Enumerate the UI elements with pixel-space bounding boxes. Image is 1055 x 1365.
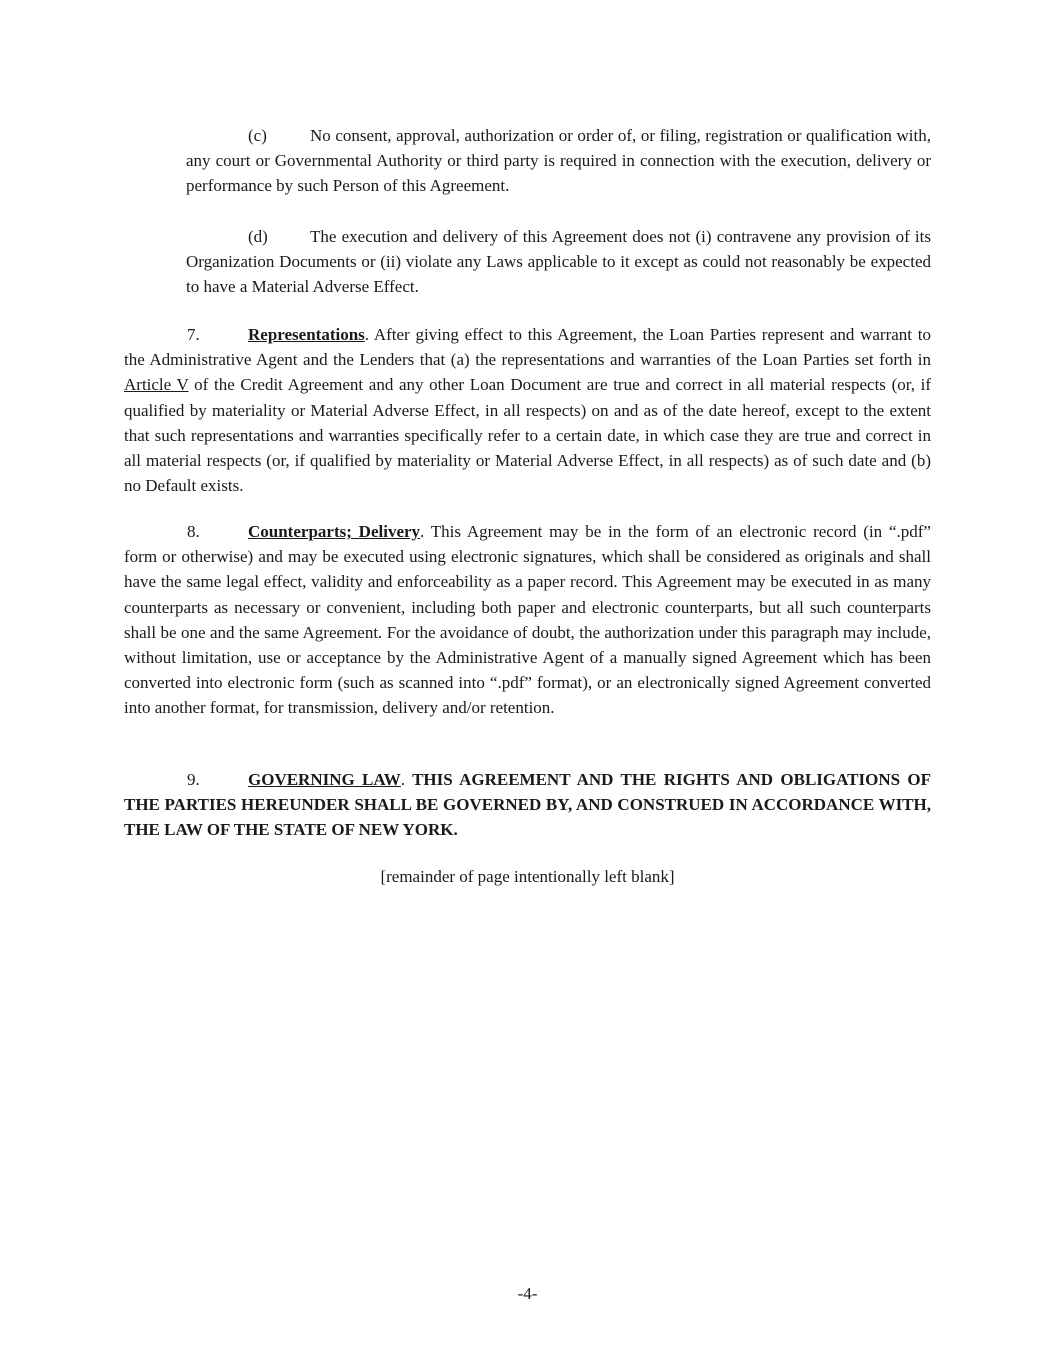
section-7-heading: Representations — [248, 325, 365, 344]
section-c-text: No consent, approval, authorization or order of, or filing, registration or qualification with, any court or Governmental Authority or third party is required in connection with the execution, delivery or performance by such Person of this Agreement. — [186, 126, 931, 196]
section-9-number: 9. — [187, 770, 200, 789]
remainder-note: [remainder of page intentionally left blank] — [380, 867, 675, 886]
section-c-paragraph — [186, 123, 931, 199]
section-9-heading: GOVERNING LAW — [248, 770, 401, 789]
section-9-period: . — [400, 770, 406, 789]
section-8-text: . This Agreement may be in the form of an electronic record (in “.pdf” form or otherwise) and may be executed using electronic signatures, which shall be considered as originals and shall have the same legal effect, validity and enforceability as a paper record. This Agreement may be executed in as many counterparts as necessary or convenient, including both paper and electronic counterparts, but all such counterparts shall be one and the same Agreement. For the avoidance of doubt, the authorization under this paragraph may include, without limitation, use or acceptance by the Administrative Agent of a manually signed Agreement which has been converted into electronic form (such as scanned into “.pdf” format), or an electronically signed Agreement converted into another format, for transmission, delivery and/or retention. — [124, 522, 931, 718]
section-7-text-start: . After giving effect to this Agreement, the Loan Parties represent and warrant to the Administrative Agent and the Lenders that (a) the representations and warranties of the Loan Parties set forth in — [124, 325, 931, 370]
section-8-heading: Counterparts; Delivery — [248, 522, 421, 541]
article-v-reference: Article V — [124, 375, 189, 395]
section-7-text-end: of the Credit Agreement and any other Loan Document are true and correct in all material respects (or, if qualified by materiality or Material Adverse Effect, in all respects) on and as of the date hereof, except to the extent that such representations and warranties specifically refer to a certain date, in which case they are true and correct in all material respects (or, if qualified by materiality or Material Adverse Effect, in all respects) as of such date and (b) no Default exists. — [124, 375, 931, 496]
section-9-paragraph — [124, 767, 931, 843]
section-9-text: THIS AGREEMENT AND THE RIGHTS AND OBLIGATIONS OF THE PARTIES HEREUNDER SHALL BE GOVERNED BY, AND CONSTRUED IN ACCORDANCE WITH, THE LAW OF THE STATE OF NEW YORK. — [124, 770, 931, 840]
section-8-number: 8. — [187, 522, 200, 541]
section-7-number: 7. — [187, 325, 200, 344]
section-7-paragraph — [124, 322, 931, 498]
section-d-paragraph — [186, 224, 931, 300]
page-number: -4- — [517, 1284, 538, 1303]
section-d-number: (d) — [248, 227, 268, 246]
section-d-text: The execution and delivery of this Agreement does not (i) contravene any provision of its Organization Documents or (ii) violate any Laws applicable to it except as could not reasonably be expected to have a Material Adverse Effect. — [186, 227, 931, 297]
section-c-number: (c) — [248, 126, 267, 145]
section-8-paragraph — [124, 519, 931, 721]
